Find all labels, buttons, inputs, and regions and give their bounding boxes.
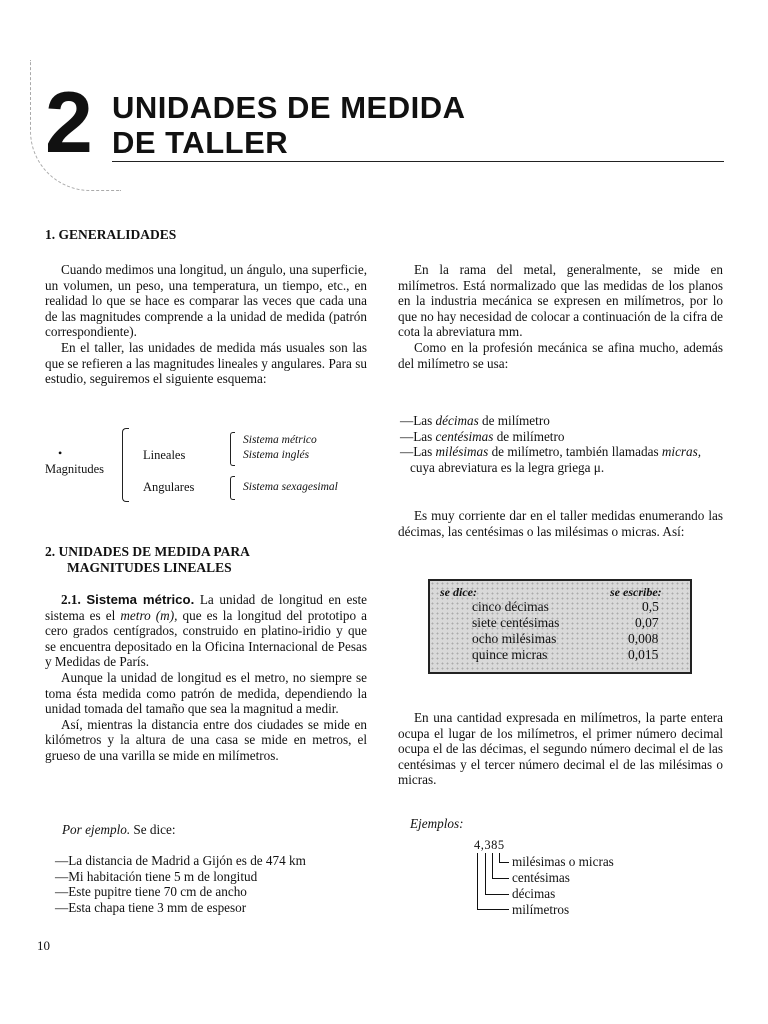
right-paragraph-3: Es muy corriente dar en el taller medidas enumerando las décimas, las centésimas o las milésimas o micras. Así: bbox=[398, 508, 723, 539]
section-2-heading-line1: 2. UNIDADES DE MEDIDA PARA bbox=[45, 544, 250, 559]
right-text-2 bbox=[398, 508, 723, 539]
sec2-p1-text: La unidad de longitud en este sistema es el bbox=[45, 592, 368, 623]
list-item: —Este pupitre tiene 70 cm de ancho bbox=[55, 884, 247, 899]
list-italic: milésimas bbox=[435, 444, 489, 459]
units-list bbox=[400, 413, 725, 475]
table-row-dice: cinco décimas bbox=[472, 599, 549, 614]
list-text: cuya abreviatura es la legra griega μ. bbox=[410, 459, 605, 475]
list-item bbox=[400, 444, 725, 475]
list-item: —Esta chapa tiene 3 mm de espesor bbox=[55, 899, 247, 915]
chapter-title-line2: DE TALLER bbox=[112, 125, 289, 160]
list-italic: micras, bbox=[661, 444, 702, 459]
section-2-heading bbox=[45, 544, 250, 576]
right-paragraph-1: En la rama del metal, generalmente, se mide en milímetros. Está normalizado que las medidas de los planos en la industria mecánica se expresen en milímetros, por lo que no hay necesidad de colocar a continuación de la cifra de cota la abreviatura mm. bbox=[398, 262, 723, 340]
section-1-paragraph-2: En el taller, las unidades de medida más usuales son las que se refieren a las magnitudes lineales y angulares. Para su estudio, seguiremos el siguiente esquema: bbox=[45, 339, 367, 387]
list-text: de milímetro, también llamadas bbox=[488, 444, 662, 459]
right-text-1 bbox=[398, 262, 723, 371]
bracket-line bbox=[492, 878, 509, 879]
right-paragraph-2: Como en la profesión mecánica se afina mucho, además del milímetro se usa: bbox=[398, 339, 723, 371]
chapter-number: 2 bbox=[45, 75, 93, 171]
schema-angulares: Angulares bbox=[143, 480, 195, 494]
chapter-title bbox=[112, 90, 465, 160]
schema-sistema-ingles: Sistema inglés bbox=[243, 449, 310, 461]
bullet-icon: • bbox=[58, 446, 63, 460]
examples-intro-italic: Por ejemplo. bbox=[62, 822, 131, 837]
bracket-line bbox=[485, 894, 509, 895]
section-2-heading-line2: MAGNITUDES LINEALES bbox=[67, 560, 232, 575]
table-row-dice: ocho milésimas bbox=[472, 631, 557, 646]
section-2-paragraph-3: Así, mientras la distancia entre dos ciudades se mide en kilómetros y la altura de una casa se mide en metros, el grueso de una varilla se mide en milímetros. bbox=[45, 716, 367, 763]
table-head-left: se dice: bbox=[440, 585, 477, 599]
examples-intro-text: Se dice: bbox=[133, 822, 176, 837]
schema-brace-lineales bbox=[230, 432, 235, 466]
table-head-right: se escribe: bbox=[610, 585, 662, 599]
bracket-line bbox=[499, 862, 509, 863]
table-row-escribe: 0,5 bbox=[642, 599, 659, 614]
list-item: —La distancia de Madrid a Gijón es de 474 km bbox=[55, 853, 306, 868]
list-text: —Las bbox=[400, 413, 436, 428]
list-italic: décimas bbox=[435, 413, 479, 428]
table-row-escribe: 0,07 bbox=[635, 615, 659, 630]
examples-list bbox=[55, 853, 306, 915]
list-item bbox=[400, 413, 725, 429]
bracket-line bbox=[477, 853, 478, 910]
list-text: de milímetro bbox=[493, 428, 565, 444]
list-text: de milímetro bbox=[478, 413, 550, 428]
table-row-escribe: 0,015 bbox=[628, 647, 659, 662]
bracket-line bbox=[485, 853, 486, 895]
subsection-title: Sistema métrico. bbox=[86, 592, 195, 607]
chapter-title-line1: UNIDADES DE MEDIDA bbox=[112, 90, 466, 125]
sec2-p1-italic: metro (m), bbox=[120, 607, 178, 623]
section-2-text bbox=[45, 592, 367, 764]
section-2-paragraph-2: Aunque la unidad de longitud es el metro, no siempre se toma ésta medida como patrón de medida, dependiendo la unidad tomada del tamaño que sea la magnitud a medir. bbox=[45, 669, 367, 717]
example-label: centésimas bbox=[512, 870, 570, 885]
list-italic: centésimas bbox=[435, 428, 494, 444]
schema-sistema-metrico: Sistema métrico bbox=[243, 434, 317, 446]
schema-root: Magnitudes bbox=[45, 462, 105, 476]
example-label: milímetros bbox=[512, 902, 570, 917]
list-item bbox=[400, 429, 725, 445]
table-row-dice: siete centésimas bbox=[472, 615, 560, 630]
table-row-escribe: 0,008 bbox=[628, 631, 659, 646]
right-text-3 bbox=[398, 710, 723, 788]
subsection-number: 2.1. bbox=[61, 592, 81, 607]
bracket-line bbox=[492, 853, 493, 879]
ejemplos-label: Ejemplos: bbox=[410, 816, 464, 831]
section-1-text bbox=[45, 262, 367, 387]
bracket-line bbox=[477, 909, 509, 910]
section-2-paragraph-1 bbox=[45, 592, 367, 670]
sec2-p1-text2: que es la longitud del prototipo a cero grados centígrados, construido en platino-iridio y que se encuentra depositado en la Oficina Internacional de Pesas y Medidas de París. bbox=[45, 607, 368, 670]
table-row-dice: quince micras bbox=[472, 647, 548, 662]
right-paragraph-4: En una cantidad expresada en milímetros, la parte entera ocupa el lugar de los milímetros, el primer número decimal ocupa el de las décimas, el segundo número decimal el de las centésimas y el tercer número decimal el de las milésimas o micras. bbox=[398, 710, 723, 788]
list-item: —Mi habitación tiene 5 m de longitud bbox=[55, 868, 258, 884]
section-1-heading: 1. GENERALIDADES bbox=[45, 227, 177, 242]
schema-brace-angulares bbox=[230, 476, 235, 500]
example-label: décimas bbox=[512, 886, 556, 901]
list-text: —Las bbox=[400, 428, 436, 444]
page-number: 10 bbox=[37, 938, 50, 953]
schema-lineales: Lineales bbox=[143, 448, 186, 462]
notation-table bbox=[428, 579, 692, 674]
example-number: 4,385 bbox=[474, 838, 505, 852]
title-rule bbox=[112, 161, 724, 162]
schema-brace-main bbox=[122, 428, 129, 502]
examples-intro bbox=[62, 822, 176, 838]
example-label: milésimas o micras bbox=[512, 854, 614, 869]
section-1-paragraph-1: Cuando medimos una longitud, un ángulo, una superficie, un volumen, un peso, una temperatura, un tiempo, etc., en realidad lo que se hace es comparar las veces que cada una de las magnitudes comprende a la unidad de medida (patrón correspondiente). bbox=[45, 262, 367, 340]
schema-sistema-sexagesimal: Sistema sexagesimal bbox=[243, 481, 338, 493]
list-text: —Las bbox=[400, 444, 436, 459]
